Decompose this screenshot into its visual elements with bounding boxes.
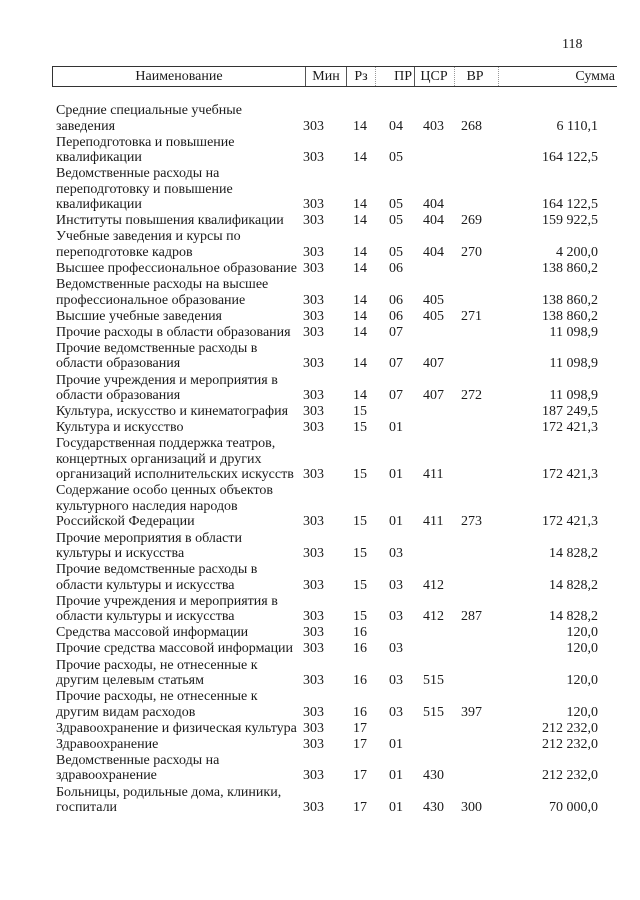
row-pr: 03: [389, 641, 403, 657]
row-vr: 287: [461, 609, 482, 625]
row-vr: 273: [461, 514, 482, 530]
row-pr: 01: [389, 467, 403, 483]
row-rz: 14: [353, 356, 367, 372]
row-pr: 07: [389, 356, 403, 372]
row-min: 303: [303, 736, 324, 752]
row-sum: 6 110,1: [556, 118, 598, 134]
row-name-line: переподготовку и повышение: [56, 181, 233, 197]
row-pr: 03: [389, 673, 403, 688]
row-name-line: Прочие средства массовой информации: [56, 641, 294, 657]
row-name: [56, 213, 306, 229]
row-rz: 14: [353, 308, 367, 324]
row-name-line: Средства массовой информации: [56, 625, 249, 641]
row-rz: 15: [353, 546, 367, 561]
header-vr: ВР: [466, 69, 484, 84]
row-rz: 15: [353, 404, 367, 420]
row-vr: 270: [461, 244, 482, 260]
row-sum: 14 828,2: [549, 577, 598, 593]
row-rz: 15: [353, 514, 367, 530]
row-csr: 411: [423, 467, 444, 483]
row-sum: 120,0: [566, 625, 598, 641]
header-csr: ЦСР: [420, 69, 448, 84]
row-min: 303: [303, 720, 324, 736]
row-sum: 11 098,9: [549, 356, 598, 372]
row-pr: 05: [389, 213, 403, 229]
row-rz: 15: [353, 609, 367, 625]
row-pr: 05: [389, 197, 403, 213]
row-rz: 17: [353, 768, 367, 784]
row-min: 303: [303, 704, 324, 720]
row-pr: 01: [389, 736, 403, 752]
row-min: 303: [303, 261, 324, 276]
row-name-line: Прочие расходы, не отнесенные к: [56, 657, 258, 673]
header-name: Наименование: [135, 69, 223, 84]
row-csr: 404: [423, 244, 444, 260]
row-name-line: Прочие учреждения и мероприятия в: [56, 593, 278, 609]
header-pr: ПР: [394, 69, 412, 84]
row-sum: 138 860,2: [542, 292, 598, 308]
row-pr: 01: [389, 800, 403, 815]
row-name: [56, 309, 306, 325]
row-name-line: организаций исполнительских искусств: [56, 467, 294, 483]
row-name-line: квалификации: [56, 150, 142, 166]
row-sum: 11 098,9: [549, 324, 598, 340]
row-sum: 159 922,5: [542, 213, 598, 229]
row-name: [56, 562, 306, 593]
row-name-line: Ведомственные расходы на: [56, 166, 220, 182]
row-rz: 14: [353, 197, 367, 213]
row-min: 303: [303, 641, 324, 657]
row-sum: 187 249,5: [542, 404, 598, 420]
row-rz: 16: [353, 704, 367, 720]
row-vr: 397: [461, 704, 482, 720]
row-name: [56, 373, 306, 404]
row-name-line: культуры и искусства: [56, 546, 185, 561]
row-rz: 14: [353, 261, 367, 276]
row-name-line: области культуры и искусства: [56, 609, 235, 625]
row-name: [56, 103, 306, 134]
row-rz: 15: [353, 467, 367, 483]
row-vr: 271: [461, 308, 482, 324]
row-rz: 14: [353, 244, 367, 260]
row-csr: 405: [423, 292, 444, 308]
row-name: [56, 277, 306, 308]
row-min: 303: [303, 118, 324, 134]
row-min: 303: [303, 324, 324, 340]
row-min: 303: [303, 244, 324, 260]
row-sum: 11 098,9: [549, 388, 598, 403]
row-min: 303: [303, 356, 324, 372]
row-min: 303: [303, 514, 324, 530]
row-min: 303: [303, 308, 324, 324]
row-name: [56, 341, 306, 372]
row-name: [56, 436, 306, 483]
row-rz: 14: [353, 213, 367, 229]
row-min: 303: [303, 292, 324, 308]
row-pr: 07: [389, 324, 403, 340]
table-header: [52, 66, 617, 87]
row-vr: 272: [461, 388, 482, 403]
row-pr: 03: [389, 609, 403, 625]
row-sum: 4 200,0: [556, 244, 598, 260]
row-name-line: Институты повышения квалификации: [56, 213, 284, 229]
row-rz: 16: [353, 673, 367, 688]
row-name-line: здравоохранение: [56, 768, 157, 784]
row-pr: 05: [389, 150, 403, 166]
row-min: 303: [303, 673, 324, 688]
row-pr: 06: [389, 308, 403, 324]
row-name-line: Прочие ведомственные расходы в: [56, 562, 258, 578]
row-name-line: другим видам расходов: [56, 704, 196, 720]
row-sum: 212 232,0: [542, 736, 598, 752]
row-name: [56, 689, 306, 720]
row-pr: 01: [389, 768, 403, 784]
row-name-line: культурного наследия народов: [56, 498, 238, 514]
row-csr: 412: [423, 577, 444, 593]
row-name-line: Прочие расходы, не отнесенные к: [56, 689, 258, 705]
row-sum: 120,0: [566, 673, 598, 688]
row-name-line: Культура и искусство: [56, 420, 184, 436]
row-name-line: квалификации: [56, 197, 142, 213]
row-name: [56, 135, 306, 166]
row-csr: 405: [423, 308, 444, 324]
row-name-line: Содержание особо ценных объектов: [56, 483, 274, 499]
row-rz: 17: [353, 800, 367, 815]
row-pr: 06: [389, 292, 403, 308]
row-name: [56, 166, 306, 213]
row-name: [56, 404, 306, 420]
header-sum: Сумма: [575, 69, 615, 84]
row-sum: 164 122,5: [542, 197, 598, 213]
row-sum: 120,0: [566, 704, 598, 720]
row-rz: 16: [353, 625, 367, 641]
row-csr: 412: [423, 609, 444, 625]
row-sum: 172 421,3: [542, 467, 598, 483]
row-name-line: Средние специальные учебные: [56, 103, 242, 118]
row-csr: 407: [423, 388, 444, 403]
row-name-line: Больницы, родильные дома, клиники,: [56, 784, 282, 800]
row-csr: 403: [423, 118, 444, 134]
row-name-line: Прочие ведомственные расходы в: [56, 340, 258, 356]
row-csr: 411: [423, 514, 444, 530]
row-name-line: Здравоохранение: [56, 736, 159, 752]
row-pr: 07: [389, 388, 403, 403]
row-name-line: области образования: [56, 388, 181, 403]
row-name: [56, 753, 306, 784]
row-rz: 14: [353, 292, 367, 308]
row-min: 303: [303, 197, 324, 213]
row-csr: 407: [423, 356, 444, 372]
row-pr: 04: [389, 118, 403, 134]
row-pr: 06: [389, 261, 403, 276]
row-name: [56, 531, 306, 562]
header-rz: Рз: [354, 69, 368, 84]
row-min: 303: [303, 609, 324, 625]
row-rz: 14: [353, 324, 367, 340]
row-name-line: Ведомственные расходы на высшее: [56, 277, 269, 293]
row-csr: 515: [423, 704, 444, 720]
row-name-line: профессиональное образование: [56, 292, 246, 308]
row-sum: 70 000,0: [549, 800, 598, 815]
row-sum: 14 828,2: [549, 546, 598, 561]
header-min: Мин: [312, 69, 340, 84]
row-min: 303: [303, 800, 324, 815]
row-name-line: другим целевым статьям: [56, 673, 204, 688]
row-name-line: Высшие учебные заведения: [56, 308, 222, 324]
row-name-line: госпитали: [56, 800, 118, 815]
row-name-line: заведения: [56, 118, 116, 134]
row-name-line: области культуры и искусства: [56, 577, 235, 593]
row-name-line: концертных организаций и других: [56, 451, 262, 467]
row-name: [56, 483, 306, 530]
row-sum: 172 421,3: [542, 420, 598, 436]
row-min: 303: [303, 577, 324, 593]
row-csr: 430: [423, 768, 444, 784]
row-name: [56, 229, 306, 260]
row-name: [56, 594, 306, 625]
row-name: [56, 721, 306, 737]
row-min: 303: [303, 625, 324, 641]
row-rz: 15: [353, 577, 367, 593]
row-sum: 138 860,2: [542, 308, 598, 324]
row-sum: 120,0: [566, 641, 598, 657]
row-min: 303: [303, 467, 324, 483]
row-rz: 16: [353, 641, 367, 657]
row-pr: 03: [389, 577, 403, 593]
row-name-line: области образования: [56, 356, 181, 372]
row-name: [56, 658, 306, 689]
row-pr: 01: [389, 420, 403, 436]
row-rz: 14: [353, 388, 367, 403]
row-name-line: Прочие расходы в области образования: [56, 324, 291, 340]
row-sum: 212 232,0: [542, 720, 598, 736]
row-vr: 268: [461, 118, 482, 134]
row-pr: 03: [389, 704, 403, 720]
row-min: 303: [303, 213, 324, 229]
row-csr: 404: [423, 197, 444, 213]
row-sum: 212 232,0: [542, 768, 598, 784]
row-sum: 138 860,2: [542, 261, 598, 276]
row-name: [56, 420, 306, 436]
row-vr: 269: [461, 213, 482, 229]
row-csr: 515: [423, 673, 444, 688]
row-csr: 404: [423, 213, 444, 229]
row-name: [56, 641, 306, 657]
row-min: 303: [303, 768, 324, 784]
row-name: [56, 737, 306, 753]
row-name-line: Высшее профессиональное образование: [56, 261, 297, 276]
row-name-line: Здравоохранение и физическая культура: [56, 720, 297, 736]
row-name-line: Ведомственные расходы на: [56, 752, 220, 768]
row-name-line: Прочие мероприятия в области: [56, 530, 242, 546]
row-min: 303: [303, 420, 324, 436]
row-sum: 164 122,5: [542, 150, 598, 166]
row-name-line: Переподготовка и повышение: [56, 134, 235, 150]
row-min: 303: [303, 546, 324, 561]
row-name-line: Культура, искусство и кинематография: [56, 404, 289, 420]
row-min: 303: [303, 404, 324, 420]
row-csr: 430: [423, 800, 444, 815]
row-rz: 17: [353, 720, 367, 736]
row-pr: 01: [389, 514, 403, 530]
page-number: 118: [562, 37, 583, 52]
row-name-line: Учебные заведения и курсы по: [56, 229, 241, 245]
row-name: [56, 261, 306, 277]
row-pr: 03: [389, 546, 403, 561]
row-min: 303: [303, 150, 324, 166]
row-name-line: Российской Федерации: [56, 514, 195, 530]
row-rz: 14: [353, 118, 367, 134]
row-min: 303: [303, 388, 324, 403]
row-pr: 05: [389, 244, 403, 260]
row-name: [56, 325, 306, 341]
row-rz: 15: [353, 420, 367, 436]
row-vr: 300: [461, 800, 482, 815]
row-name-line: Прочие учреждения и мероприятия в: [56, 372, 278, 388]
row-rz: 14: [353, 150, 367, 166]
row-name-line: переподготовке кадров: [56, 244, 193, 260]
row-sum: 14 828,2: [549, 609, 598, 625]
row-rz: 17: [353, 736, 367, 752]
row-name-line: Государственная поддержка театров,: [56, 436, 276, 452]
row-sum: 172 421,3: [542, 514, 598, 530]
row-name: [56, 785, 306, 816]
row-name: [56, 625, 306, 641]
